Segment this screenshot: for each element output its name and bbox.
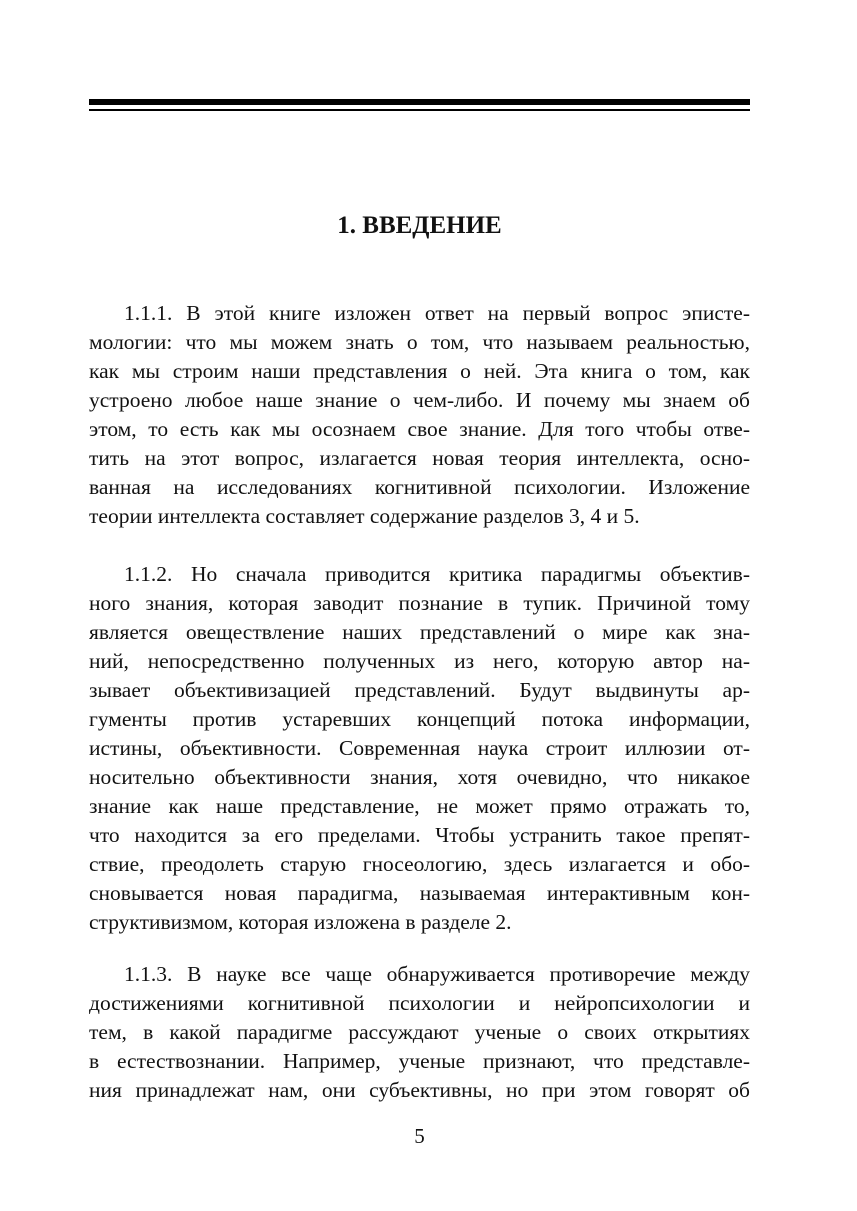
text-line: зывает объективизацией представлений. Будут выдвинуты ар- xyxy=(89,678,750,702)
text-line: теории интеллекта составляет содержание разделов 3, 4 и 5. xyxy=(89,504,640,528)
text-line: сновывается новая парадигма, называемая интерактивным кон- xyxy=(89,881,750,905)
text-line: ния принадлежат нам, они субъективны, но при этом говорят об xyxy=(89,1078,750,1102)
text-line: структивизмом, которая изложена в разделе 2. xyxy=(89,910,512,934)
text-line: ний, непосредственно полученных из него, которую автор на- xyxy=(89,649,750,673)
text-line: 1.1.1. В этой книге изложен ответ на первый вопрос эписте- xyxy=(124,301,750,325)
paragraph-1-1-1 xyxy=(89,299,750,531)
text-line: тить на этот вопрос, излагается новая теория интеллекта, осно- xyxy=(89,446,750,470)
text-line: достижениями когнитивной психологии и нейропсихологии и xyxy=(89,991,750,1015)
text-line: что находится за его пределами. Чтобы устранить такое препят- xyxy=(89,823,750,847)
header-rule-thin xyxy=(89,109,750,111)
text-line: мологии: что мы можем знать о том, что называем реальностью, xyxy=(89,330,750,354)
text-line: является овеществление наших представлений о мире как зна- xyxy=(89,620,750,644)
paragraph-1-1-3 xyxy=(89,960,750,1105)
text-line: знание как наше представление, не может прямо отражать то, xyxy=(89,794,750,818)
text-line: тем, в какой парадигме рассуждают ученые о своих открытиях xyxy=(89,1020,750,1044)
text-line: ванная на исследованиях когнитивной психологии. Изложение xyxy=(89,475,750,499)
text-line: этом, то есть как мы осознаем свое знание. Для того чтобы отве- xyxy=(89,417,750,441)
text-line: как мы строим наши представления о ней. Эта книга о том, как xyxy=(89,359,750,383)
chapter-title: 1. ВВЕДЕНИЕ xyxy=(337,212,502,239)
text-line: в естествознании. Например, ученые признают, что представле- xyxy=(89,1049,750,1073)
text-line: истины, объективности. Современная наука строит иллюзии от- xyxy=(89,736,750,760)
text-line: ного знания, которая заводит познание в тупик. Причиной тому xyxy=(89,591,750,615)
page-number: 5 xyxy=(414,1124,425,1148)
header-rule-thick xyxy=(89,99,750,105)
text-line: носительно объективности знания, хотя очевидно, что никакое xyxy=(89,765,750,789)
text-line: 1.1.3. В науке все чаще обнаруживается противоречие между xyxy=(124,962,750,986)
text-line: гументы против устаревших концепций потока информации, xyxy=(89,707,750,731)
text-line: устроено любое наше знание о чем-либо. И почему мы знаем об xyxy=(89,388,750,412)
paragraph-1-1-2 xyxy=(89,560,750,937)
text-line: 1.1.2. Но сначала приводится критика парадигмы объектив- xyxy=(124,562,750,586)
text-line: ствие, преодолеть старую гносеологию, здесь излагается и обо- xyxy=(89,852,750,876)
